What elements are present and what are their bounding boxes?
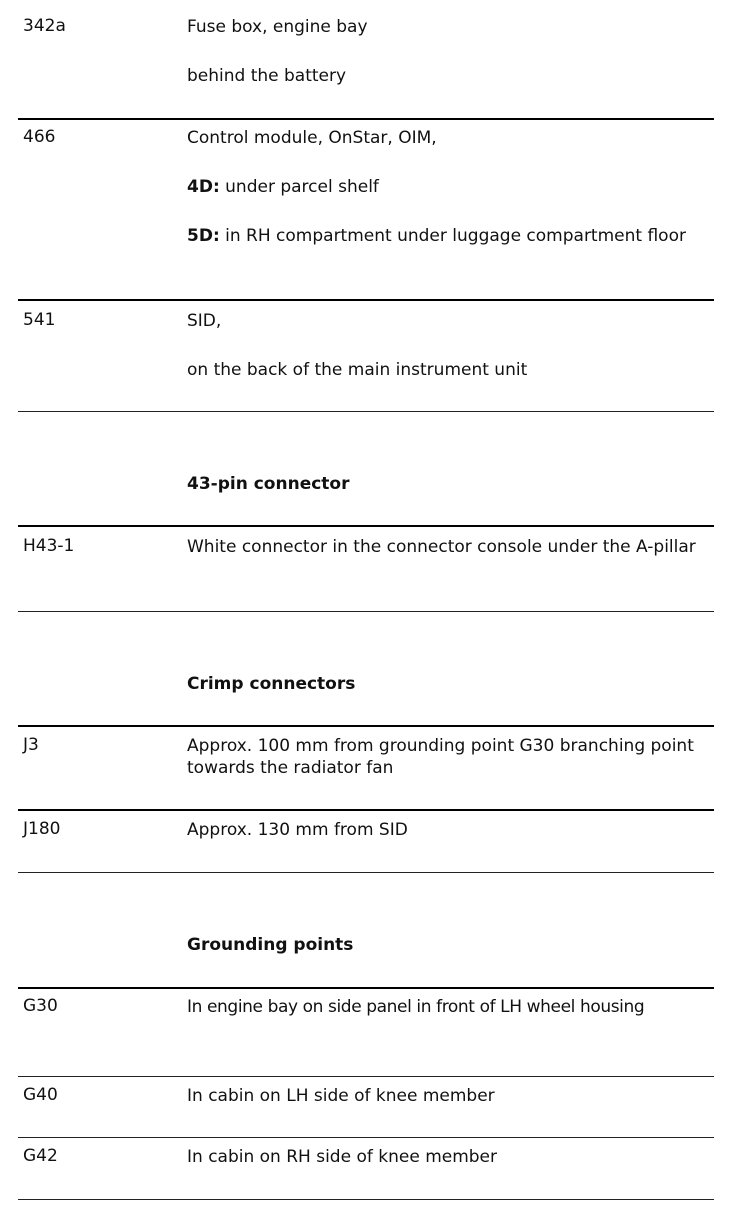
- description-line: on the back of the main instrument unit: [187, 360, 528, 380]
- row-divider: [18, 725, 714, 727]
- description-line: Approx. 100 mm from grounding point G30 branching point towards the radiator fan: [187, 736, 694, 778]
- component-code: 466: [23, 127, 56, 147]
- row-divider: [18, 118, 714, 120]
- row-divider: [18, 1199, 714, 1200]
- row-divider: [18, 299, 714, 301]
- row-divider: [18, 987, 714, 989]
- section-heading: Grounding points: [187, 935, 354, 955]
- component-description: [187, 536, 713, 558]
- component-description: [187, 1146, 713, 1168]
- description-line: In cabin on LH side of knee member: [187, 1086, 495, 1106]
- row-divider: [18, 809, 714, 811]
- description-line: In cabin on RH side of knee member: [187, 1147, 498, 1167]
- section-heading: Crimp connectors: [187, 674, 356, 694]
- variant-text: under parcel shelf: [219, 177, 379, 197]
- component-code: G30: [23, 996, 58, 1016]
- row-divider: [18, 525, 714, 527]
- description-line: SID,: [187, 311, 222, 331]
- row-divider: [18, 411, 714, 412]
- description-line: Approx. 130 mm from SID: [187, 820, 408, 840]
- description-line: behind the battery: [187, 66, 347, 86]
- component-code: J180: [23, 819, 61, 839]
- description-line: [187, 176, 713, 198]
- row-divider: [18, 611, 714, 612]
- variant-label: 4D:: [187, 177, 220, 197]
- component-description: [187, 16, 713, 87]
- component-description: [187, 996, 713, 1018]
- description-line: Fuse box, engine bay: [187, 17, 368, 37]
- component-code: 342a: [23, 16, 66, 36]
- component-description: [187, 1085, 713, 1107]
- component-code: G40: [23, 1085, 58, 1105]
- component-code: G42: [23, 1146, 58, 1166]
- variant-text: in RH compartment under luggage compartment floor: [219, 226, 686, 246]
- row-divider: [18, 1076, 714, 1077]
- component-code: 541: [23, 310, 56, 330]
- component-description: [187, 310, 713, 381]
- component-description: [187, 819, 713, 841]
- row-divider: [18, 1137, 714, 1138]
- component-description: [187, 127, 713, 247]
- description-line: [187, 225, 713, 247]
- description-line: White connector in the connector console under the A-pillar: [187, 537, 696, 557]
- row-divider: [18, 872, 714, 873]
- component-code: J3: [23, 735, 39, 755]
- section-heading: 43-pin connector: [187, 474, 350, 494]
- description-line: Control module, OnStar, OIM,: [187, 128, 437, 148]
- description-line: In engine bay on side panel in front of LH wheel housing: [187, 997, 645, 1017]
- component-description: [187, 735, 713, 779]
- variant-label: 5D:: [187, 226, 220, 246]
- component-code: H43-1: [23, 536, 75, 556]
